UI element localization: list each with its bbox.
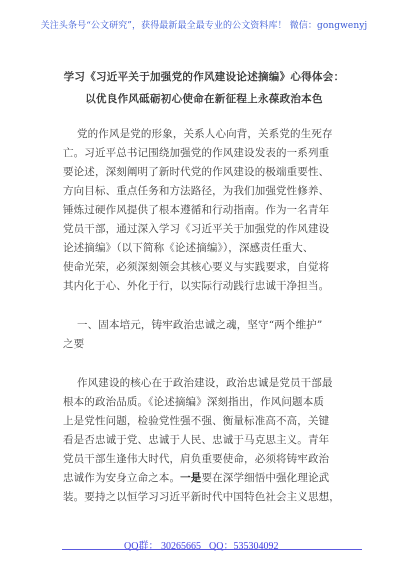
body-line: 方向目标、重点任务和方法路径，为我们加强党性修养、 [63, 185, 330, 197]
body-line [63, 471, 363, 485]
body-line: 党员干部生逢伟大时代，肩负重要使命，必须将铸牢政治 [63, 453, 330, 465]
body-line: 使命光荣，必须深刻领会其核心要义与实践要求，自觉将 [63, 261, 330, 273]
body-line: 党的作风是党的形象，关系人心向背，关系党的生死存 [77, 128, 333, 140]
body-line: 亡。习近平总书记围绕加强党的作风建设发表的一系列重 [63, 147, 330, 159]
section-heading: 之要 [63, 338, 85, 350]
body-line: 论述摘编》（以下简称《论述摘编》），深感责任重大、 [63, 242, 314, 254]
footer-rule [62, 549, 362, 550]
footer-qq: QQ：535304092 [209, 541, 279, 552]
body-line: 锤炼过硬作风提供了根本遵循和行动指南。作为一名青年 [63, 204, 330, 216]
body-line: 其内化于心、外化于行，以实际行动践行忠诚干净担当。 [63, 280, 330, 292]
page-title-line-2: 以优良作风砥砺初心使命在新征程上永葆政治本色 [85, 93, 323, 105]
body-line: 党员干部，通过深入学习《习近平关于加强党的作风建设 [63, 223, 330, 235]
emphasis-text: 一是 [180, 472, 202, 484]
page-title-line-1: 学习《习近平关于加强党的作风建设论述摘编》心得体会： [63, 71, 345, 83]
body-line: 要论述，深刻阐明了新时代党的作风建设的极端重要性、 [63, 166, 330, 178]
body-text: 要在深学细悟中强化理论武 [201, 472, 330, 484]
body-line: 作风建设的核心在于政治建设，政治忠诚是党员干部最 [77, 377, 333, 389]
section-heading: 一、固本培元，铸牢政治忠诚之魂，坚守“两个维护” [77, 319, 323, 331]
body-line: 上是党性问题，检验党性强不强、衡量标准高不高，关键 [63, 415, 330, 427]
body-text: 忠诚作为安身立命之本。 [63, 472, 181, 484]
header-note: 关注头条号“公文研究”，获得最新最全最专业的公文资料库！ 微信：gongwenyj [40, 21, 368, 31]
body-line: 看是否忠诚于党、忠诚于人民、忠诚于马克思主义。青年 [63, 434, 330, 446]
body-line: 装。要持之以恒学习习近平新时代中国特色社会主义思想， [63, 491, 340, 503]
footer-qq-group: QQ群： 30265665 [124, 541, 201, 552]
body-line: 根本的政治品质。《论述摘编》深刻指出，作风问题本质 [63, 396, 324, 408]
